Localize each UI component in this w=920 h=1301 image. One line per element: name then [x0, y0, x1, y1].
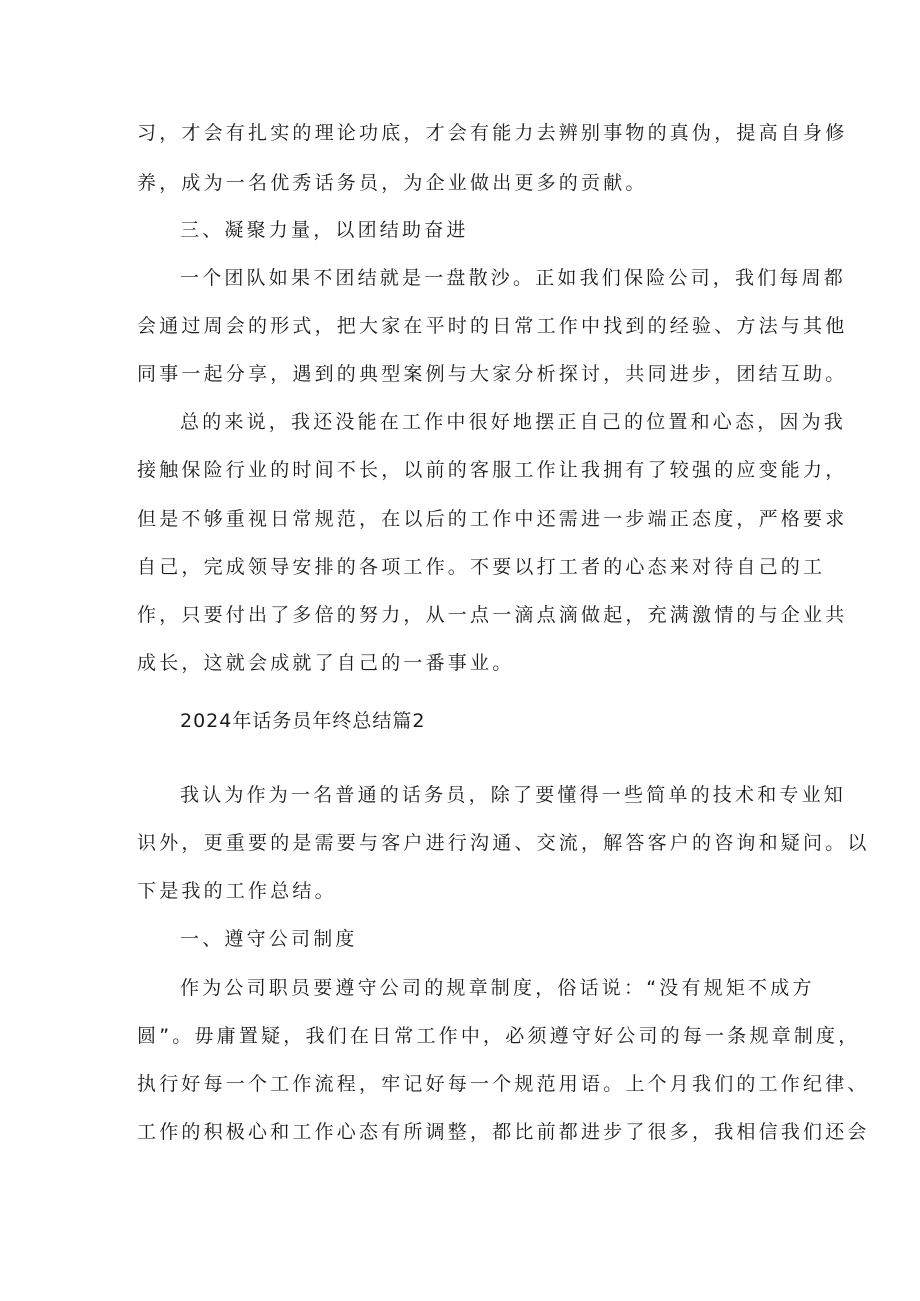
section-heading: 三、凝聚力量，以团结助奋进: [180, 219, 469, 241]
body-line: 养，成为一名优秀话务员，为企业做出更多的贡献。: [137, 172, 648, 194]
body-line: 总的来说，我还没能在工作中很好地摆正自己的位置和心态，因为我: [180, 411, 847, 433]
body-line: 同事一起分享，遇到的典型案例与大家分析探讨，共同进步，团结互助。: [137, 363, 848, 385]
body-line: 我认为作为一名普通的话务员，除了要懂得一些简单的技术和专业知: [180, 784, 847, 806]
body-line: 执行好每一个工作流程，牢记好每一个规范用语。上个月我们的工作纪律、: [137, 1073, 870, 1095]
section-heading: 一、遵守公司制度: [180, 928, 358, 950]
body-line: 作为公司职员要遵守公司的规章制度，俗话说：“没有规矩不成方: [180, 977, 815, 999]
body-line: 会通过周会的形式，把大家在平时的日常工作中找到的经验、方法与其他: [137, 315, 848, 337]
article-title: 2024年话务员年终总结篇2: [180, 710, 426, 732]
body-line: 接触保险行业的时间不长，以前的客服工作让我拥有了较强的应变能力，: [137, 459, 848, 481]
body-line: 圆”。毋庸置疑，我们在日常工作中，必须遵守好公司的每一条规章制度，: [137, 1025, 861, 1047]
body-line: 习，才会有扎实的理论功底，才会有能力去辨别事物的真伪，提高自身修: [137, 122, 848, 144]
body-line: 识外，更重要的是需要与客户进行沟通、交流，解答客户的咨询和疑问。以: [137, 832, 870, 854]
body-line: 但是不够重视日常规范，在以后的工作中还需进一步端正态度，严格要求: [137, 508, 848, 530]
body-line: 成长，这就会成就了自己的一番事业。: [137, 652, 515, 674]
body-line: 下是我的工作总结。: [137, 880, 337, 902]
body-line: 工作的积极心和工作心态有所调整，都比前都进步了很多，我相信我们还会: [137, 1121, 870, 1143]
body-line: 一个团队如果不团结就是一盘散沙。正如我们保险公司，我们每周都: [180, 267, 847, 289]
body-line: 作，只要付出了多倍的努力，从一点一滴点滴做起，充满激情的与企业共: [137, 604, 848, 626]
body-line: 自己，完成领导安排的各项工作。不要以打工者的心态来对待自己的工: [137, 556, 826, 578]
